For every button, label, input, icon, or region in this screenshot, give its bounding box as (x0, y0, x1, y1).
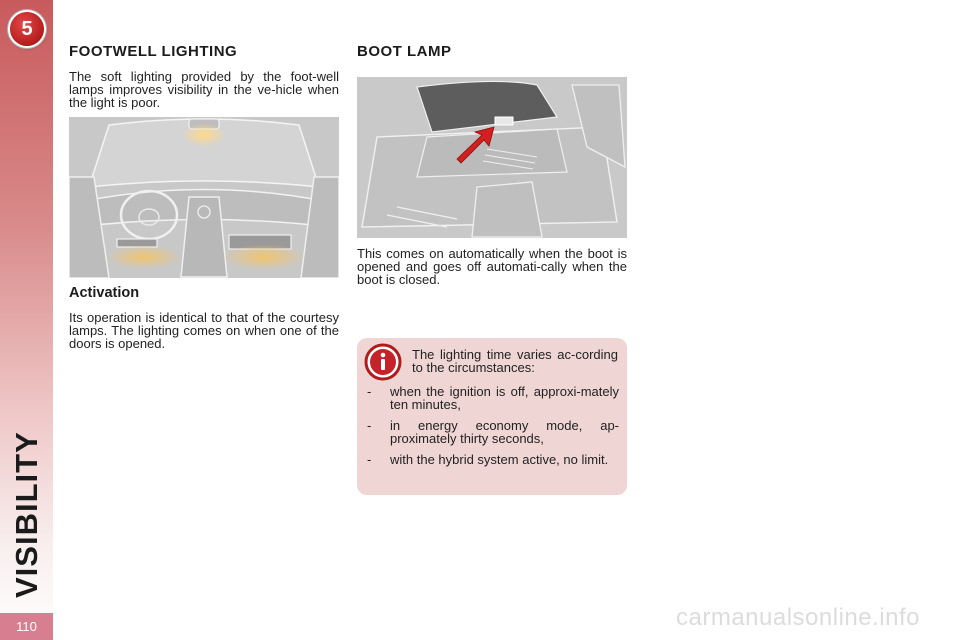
list-item-text: when the ignition is off, approxi-mately ten minutes, (390, 384, 619, 412)
list-marker: - (367, 418, 372, 433)
list-item-text: in energy economy mode, ap-proximately thirty seconds, (390, 418, 619, 446)
car-interior-drawing (69, 117, 339, 278)
footwell-illustration (69, 117, 339, 278)
footwell-intro: The soft lighting provided by the foot-well lamps improves visibility in the ve-hicle when the light is poor. (69, 69, 339, 110)
activation-text: Its operation is identical to that of the courtesy lamps. The lighting comes on when one of the doors is opened. (69, 310, 339, 351)
info-intro: The lighting time varies ac-cording to the circumstances: (412, 347, 618, 375)
list-item (365, 419, 619, 445)
page-number: 110 (0, 613, 53, 640)
boot-description: This comes on automatically when the boot is opened and goes off automati-cally when the boot is closed. (357, 246, 627, 287)
list-item (365, 385, 619, 411)
list-item-text: with the hybrid system active, no limit. (390, 452, 609, 467)
list-item (365, 453, 619, 466)
activation-heading: Activation (69, 285, 140, 301)
boot-heading: BOOT LAMP (357, 43, 452, 60)
boot-illustration (357, 77, 627, 238)
chapter-title: VISIBILITY (9, 431, 44, 598)
info-list (365, 385, 619, 474)
watermark-text: carmanualsonline.info (676, 604, 920, 631)
list-marker: - (367, 452, 372, 467)
boot-interior-drawing (357, 77, 627, 238)
footwell-heading: FOOTWELL LIGHTING (69, 43, 238, 60)
info-box (357, 338, 627, 495)
chapter-sidebar (0, 0, 53, 640)
list-marker: - (367, 384, 372, 399)
chapter-number-badge: 5 (10, 12, 44, 46)
info-icon (364, 343, 402, 381)
